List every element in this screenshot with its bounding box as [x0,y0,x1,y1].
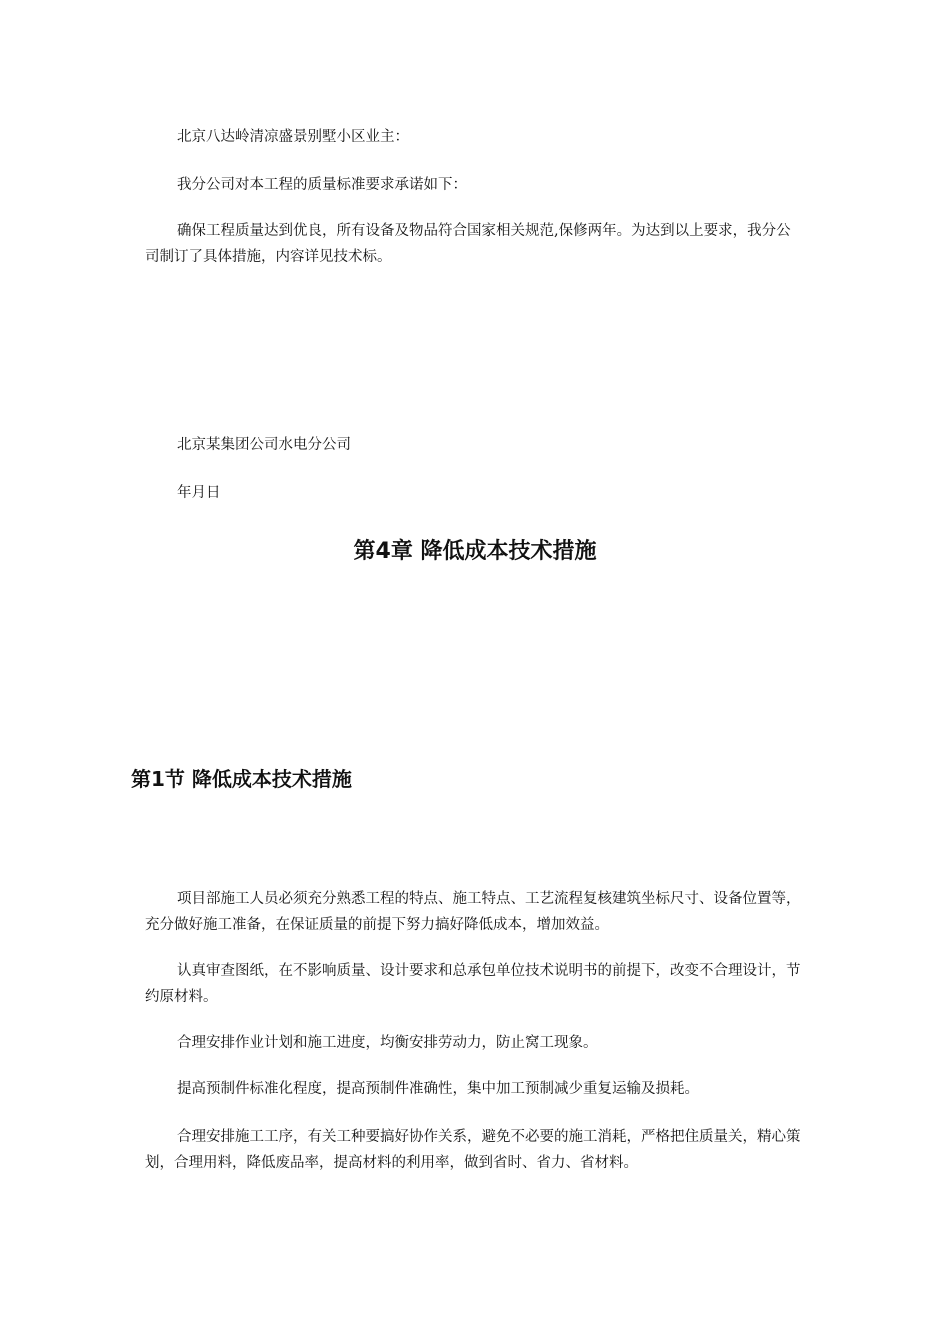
section-paragraph: 合理安排作业计划和施工进度，均衡安排劳动力，防止窝工现象。 [177,1035,598,1051]
section-paragraph: 提高预制件标准化程度，提高预制件准确性，集中加工预制减少重复运输及损耗。 [177,1081,699,1097]
letter-date: 年月日 [177,485,221,501]
section-title: 第1节 降低成本技术措施 [131,767,352,791]
letter-salutation: 北京八达岭清凉盛景别墅小区业主： [177,129,409,145]
letter-intro: 我分公司对本工程的质量标准要求承诺如下： [177,177,467,193]
chapter-title: 第4章 降低成本技术措施 [353,539,597,564]
letter-body: 确保工程质量达到优良，所有设备及物品符合国家相关规范,保修两年。为达到以上要求，我分公司制订了具体措施，内容详见技术标。 [145,223,791,265]
letter-signature: 北京某集团公司水电分公司 [177,437,351,453]
section-paragraph: 合理安排施工工序，有关工种要搞好协作关系，避免不必要的施工消耗，严格把住质量关，精心策划，合理用料，降低废品率，提高材料的利用率，做到省时、省力、省材料。 [145,1129,801,1171]
section-paragraph: 认真审查图纸，在不影响质量、设计要求和总承包单位技术说明书的前提下，改变不合理设计，节约原材料。 [145,963,801,1005]
section-paragraph: 项目部施工人员必须充分熟悉工程的特点、施工特点、工艺流程复核建筑坐标尺寸、设备位置等，充分做好施工准备，在保证质量的前提下努力搞好降低成本，增加效益。 [145,891,801,933]
